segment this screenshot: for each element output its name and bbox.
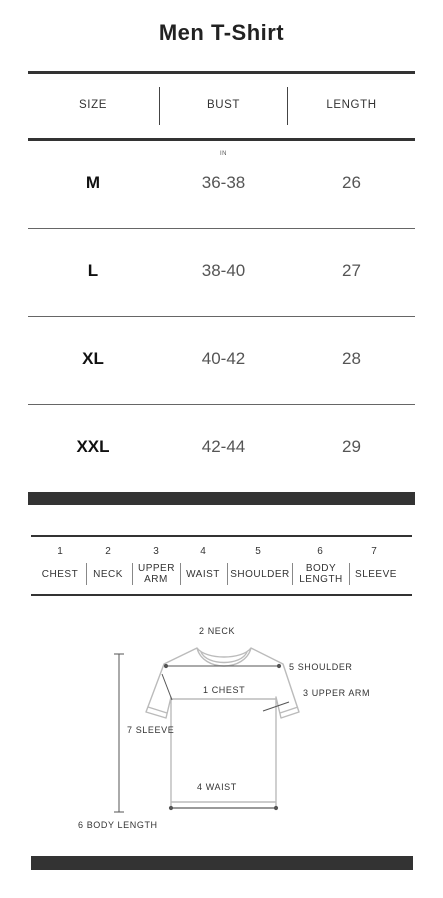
diagram-label-chest: 1 CHEST (203, 685, 246, 695)
measure-label-upper-arm: UPPER ARM (138, 563, 175, 585)
size-cell: M (85, 173, 101, 192)
measure-label-neck: NECK (93, 569, 123, 580)
header-size: SIZE (79, 99, 107, 111)
length-cell: 28 (342, 349, 361, 368)
measure-label-chest: CHEST (41, 569, 79, 580)
measure-number: 2 (105, 546, 111, 557)
measure-number: 1 (57, 546, 63, 557)
diagram-label-body-length: 6 BODY LENGTH (78, 820, 158, 830)
measure-number: 4 (200, 546, 206, 557)
bust-cell: 36-38 (201, 173, 246, 192)
measure-label-sleeve: SLEEVE (355, 569, 397, 580)
bust-cell: 40-42 (201, 349, 246, 368)
measure-label-shoulder: SHOULDER (230, 569, 290, 580)
length-cell: 29 (342, 437, 361, 456)
diagram-label-sleeve: 7 SLEEVE (127, 725, 175, 735)
measure-number: 3 (153, 546, 159, 557)
page-title: Men T-Shirt (158, 20, 285, 45)
diagram-label-upper-arm: 3 UPPER ARM (303, 688, 371, 698)
bust-cell: 38-40 (201, 261, 246, 280)
bust-cell: 42-44 (201, 437, 246, 456)
measure-label-body-length: BODY LENGTH (299, 563, 343, 585)
measure-number: 7 (371, 546, 377, 557)
diagram-label-shoulder: 5 SHOULDER (289, 662, 353, 672)
length-cell: 27 (342, 261, 361, 280)
diagram-label-waist: 4 WAIST (197, 782, 237, 792)
length-cell: 26 (342, 173, 361, 192)
diagram-label-neck: 2 NECK (199, 626, 236, 636)
size-cell: L (87, 261, 99, 280)
size-cell: XL (82, 349, 104, 368)
measure-number: 5 (255, 546, 261, 557)
header-length: LENGTH (326, 99, 377, 111)
header-bust: BUST (206, 99, 241, 111)
size-cell: XXL (76, 437, 110, 456)
footer-bar (31, 856, 413, 870)
measure-number: 6 (317, 546, 323, 557)
unit-label: IN (220, 151, 227, 157)
measure-label-waist: WAIST (186, 569, 220, 580)
